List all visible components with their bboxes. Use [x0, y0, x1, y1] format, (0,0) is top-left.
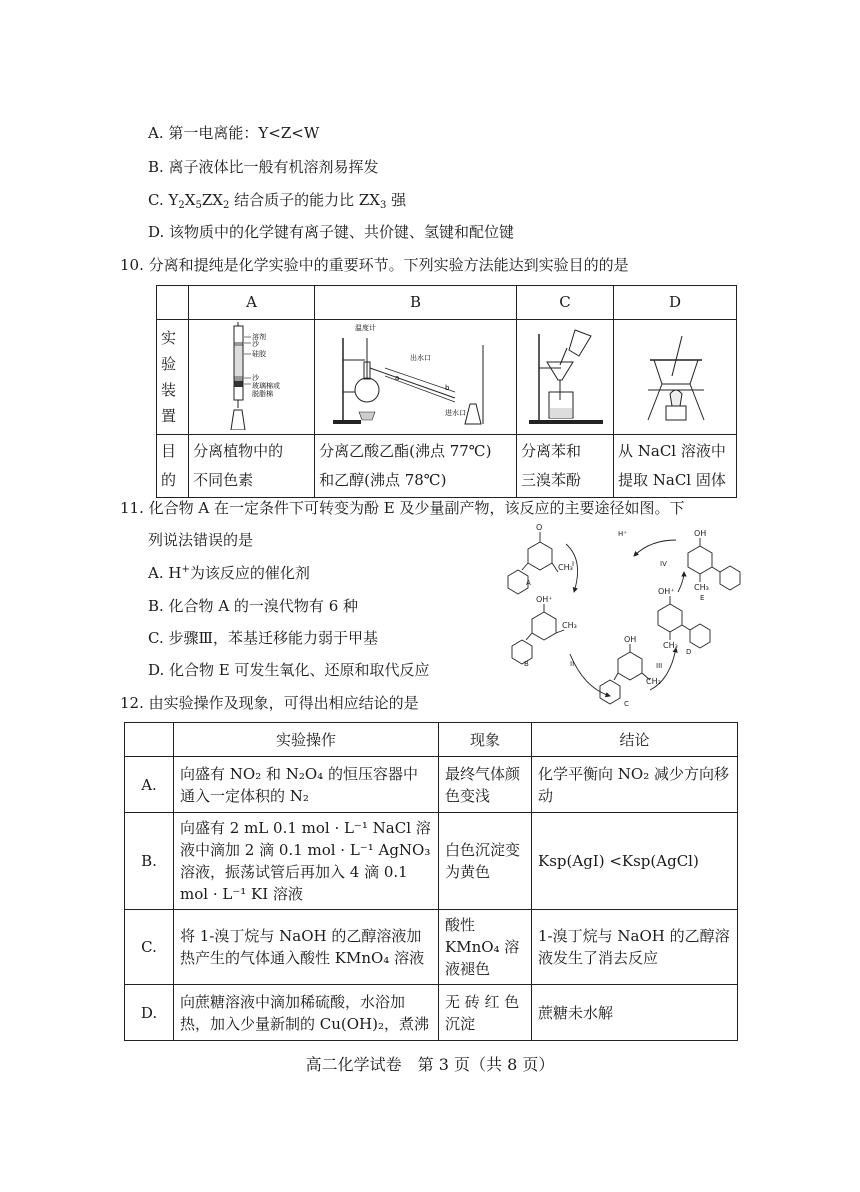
svg-text:H⁺: H⁺	[618, 530, 627, 538]
svg-text:沙: 沙	[252, 374, 260, 382]
svg-text:I: I	[572, 560, 575, 568]
svg-text:玻璃棉或: 玻璃棉或	[252, 382, 281, 390]
svg-text:沙: 沙	[252, 340, 260, 348]
svg-text:CH₃: CH₃	[562, 621, 577, 630]
svg-text:CH₃: CH₃	[694, 583, 709, 592]
table-row: B. 向盛有 2 mL 0.1 mol · L⁻¹ NaCl 溶液中滴加 2 滴 0.1 mol · L⁻¹ AgNO₃ 溶液，振荡试管后再加入 4 滴 0.1 mol · L⁻¹ KI 溶液 白色沉淀变为黄色 Ksp(AgI) <Ksp(AgCl)	[125, 813, 738, 910]
q11-reaction-scheme	[500, 520, 745, 710]
page-footer: 高二化学试卷 第 3 页（共 8 页）	[305, 1055, 555, 1074]
svg-text:III: III	[656, 662, 663, 670]
q10-purpose-c: 分离苯和 三溴苯酚	[516, 435, 613, 498]
svg-text:C: C	[624, 700, 629, 708]
q10-row-label-apparatus: 实验 装置	[157, 320, 189, 435]
q10-stem: 10. 分离和提纯是化学实验中的重要环节。下列实验方法能达到实验目的的是	[120, 256, 629, 274]
q9-option-a: A. 第一电离能：Y<Z<W	[148, 124, 320, 142]
svg-text:E: E	[700, 594, 705, 602]
q12-stem: 12. 由实验操作及现象，可得出相应结论的是	[120, 694, 419, 712]
apparatus-d-evaporation-diagram	[614, 320, 736, 430]
q10-header-d: D	[613, 286, 736, 320]
svg-text:出水口: 出水口	[410, 354, 432, 362]
q12-header-phenomenon: 现象	[439, 723, 532, 757]
q12-header-operation: 实验操作	[174, 723, 439, 757]
q11-stem-line1: 11. 化合物 A 在一定条件下可转变为酚 E 及少量副产物，该反应的主要途径如图。下	[120, 499, 685, 517]
q9-option-d: D. 该物质中的化学键有离子键、共价键、氢键和配位键	[148, 223, 515, 241]
q12-header-conclusion: 结论	[532, 723, 738, 757]
q10-purpose-a: 分离植物中的 不同色素	[189, 435, 315, 498]
q9-option-c: C. $Y_2X_5ZX_2$ 结合质子的能力比 $ZX_3$ 强	[148, 191, 407, 211]
svg-text:A: A	[526, 579, 531, 587]
svg-text:脱脂棉: 脱脂棉	[252, 390, 274, 398]
svg-text:OH⁺: OH⁺	[536, 595, 553, 604]
svg-text:II: II	[570, 660, 575, 668]
apparatus-a-column-diagram	[189, 320, 314, 430]
svg-text:b: b	[445, 384, 450, 392]
table-row: C. 将 1-溴丁烷与 NaOH 的乙醇溶液加热产生的气体通入酸性 KMnO₄ 溶液 酸性 KMnO₄ 溶液褪色 1-溴丁烷与 NaOH 的乙醇溶液发生了消去反应	[125, 910, 738, 985]
svg-text:硅胶: 硅胶	[252, 350, 267, 358]
svg-text:OH: OH	[624, 635, 637, 644]
q12-table	[124, 722, 738, 1041]
q9-option-b: B. 离子液体比一般有机溶剂易挥发	[148, 158, 379, 176]
apparatus-c-filtration-diagram	[517, 320, 613, 430]
svg-text:IV: IV	[660, 560, 667, 568]
svg-text:进水口: 进水口	[445, 409, 467, 417]
table-row: A. 向盛有 NO₂ 和 N₂O₄ 的恒压容器中通入一定体积的 N₂ 最终气体颜色变浅 化学平衡向 NO₂ 减少方向移动	[125, 757, 738, 813]
q11-option-a: A. H+为该反应的催化剂	[148, 564, 310, 582]
svg-text:温度计: 温度计	[355, 324, 377, 332]
q11-option-d: D. 化合物 E 可发生氧化、还原和取代反应	[148, 661, 430, 679]
q10-header-c: C	[516, 286, 613, 320]
svg-text:a: a	[395, 374, 400, 382]
svg-text:O: O	[536, 523, 543, 532]
q10-header-a: A	[189, 286, 315, 320]
q10-purpose-b: 分离乙酸乙酯(沸点 77℃) 和乙醇(沸点 78℃)	[315, 435, 517, 498]
svg-text:OH⁺: OH⁺	[658, 587, 675, 596]
svg-text:B: B	[524, 660, 529, 668]
q10-purpose-d: 从 NaCl 溶液中 提取 NaCl 固体	[613, 435, 736, 498]
q10-header-b: B	[315, 286, 517, 320]
q11-stem-line2: 列说法错误的是	[148, 531, 254, 549]
svg-text:OH: OH	[694, 529, 707, 538]
apparatus-b-distillation-diagram	[315, 320, 515, 430]
q10-row-label-purpose: 目的	[157, 435, 189, 498]
svg-text:CH₃: CH₃	[663, 641, 678, 650]
table-row: D. 向蔗糖溶液中滴加稀硫酸，水浴加热，加入少量新制的 Cu(OH)₂，煮沸 无 砖 红 色 沉淀 蔗糖未水解	[125, 985, 738, 1041]
q10-table	[156, 285, 737, 498]
q11-option-c: C. 步骤Ⅲ，苯基迁移能力弱于甲基	[148, 629, 378, 647]
svg-text:D: D	[686, 648, 692, 656]
svg-text:CH₃: CH₃	[646, 677, 661, 686]
q11-option-b: B. 化合物 A 的一溴代物有 6 种	[148, 597, 359, 615]
svg-text:CH₃: CH₃	[558, 563, 573, 572]
svg-text:溶剂: 溶剂	[252, 333, 267, 341]
